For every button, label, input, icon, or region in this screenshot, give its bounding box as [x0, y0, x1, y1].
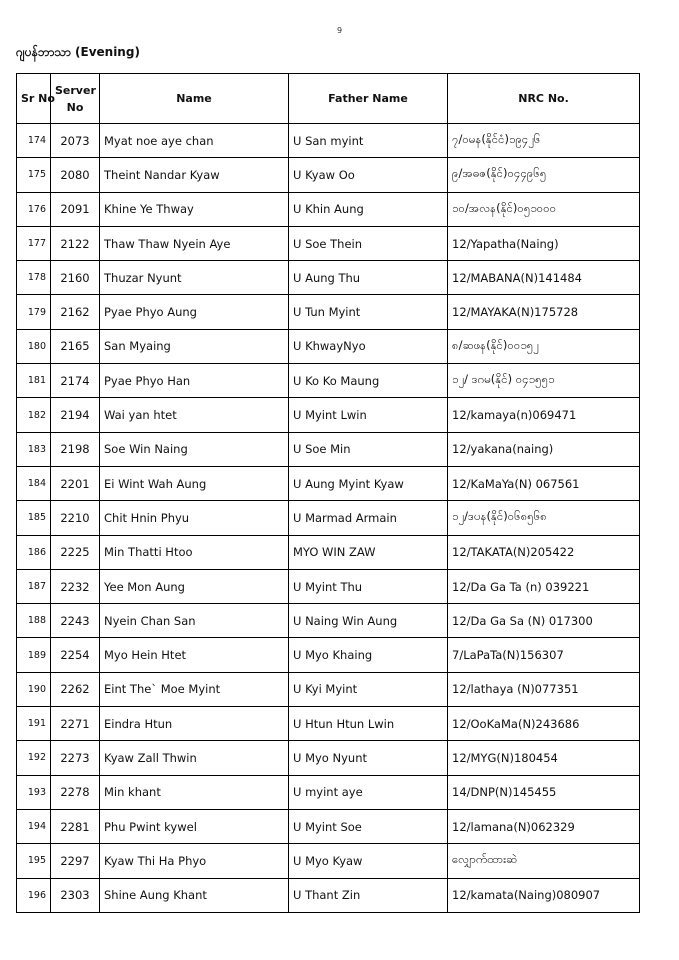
sr-no-cell: 189: [17, 638, 51, 672]
server-no-cell: 2273: [51, 741, 100, 775]
father-name-cell: U Kyi Myint: [289, 672, 448, 706]
sr-no-cell: 191: [17, 707, 51, 741]
nrc-cell: 12/lathaya (N)077351: [448, 672, 640, 706]
sr-no-cell: 196: [17, 878, 51, 912]
sr-no-cell: 176: [17, 192, 51, 226]
sr-no-cell: 181: [17, 364, 51, 398]
sr-no-cell: 187: [17, 569, 51, 603]
nrc-cell: 12/MAYAKA(N)175728: [448, 295, 640, 329]
name-cell: Pyae Phyo Aung: [100, 295, 289, 329]
nrc-cell: 12/Da Ga Sa (N) 017300: [448, 604, 640, 638]
sr-no-cell: 174: [17, 124, 51, 158]
table-row: [17, 878, 640, 912]
server-no-cell: 2281: [51, 809, 100, 843]
table-row: [17, 741, 640, 775]
table-row: [17, 192, 640, 226]
header-name: Name: [100, 74, 289, 124]
name-cell: Theint Nandar Kyaw: [100, 158, 289, 192]
father-name-cell: MYO WIN ZAW: [289, 535, 448, 569]
sr-no-cell: 177: [17, 226, 51, 260]
table-row: [17, 535, 640, 569]
nrc-cell: 14/DNP(N)145455: [448, 775, 640, 809]
table-row: [17, 569, 640, 603]
table-row: [17, 672, 640, 706]
father-name-cell: U San myint: [289, 124, 448, 158]
nrc-cell: 12/TAKATA(N)205422: [448, 535, 640, 569]
nrc-cell: 12/kamata(Naing)080907: [448, 878, 640, 912]
table-row: [17, 466, 640, 500]
father-name-cell: U Tun Myint: [289, 295, 448, 329]
sr-no-cell: 180: [17, 329, 51, 363]
nrc-cell: ၈/ဆဖန(နိုင်)၀၀၁၅၂: [448, 329, 640, 363]
header-sr-no: Sr No: [17, 74, 51, 124]
name-cell: Min khant: [100, 775, 289, 809]
sr-no-cell: 192: [17, 741, 51, 775]
father-name-cell: U myint aye: [289, 775, 448, 809]
father-name-cell: U Khin Aung: [289, 192, 448, 226]
server-no-cell: 2194: [51, 398, 100, 432]
server-no-cell: 2122: [51, 226, 100, 260]
father-name-cell: U Ko Ko Maung: [289, 364, 448, 398]
father-name-cell: U Myint Lwin: [289, 398, 448, 432]
sr-no-cell: 186: [17, 535, 51, 569]
server-no-cell: 2225: [51, 535, 100, 569]
server-no-cell: 2080: [51, 158, 100, 192]
table-row: [17, 398, 640, 432]
name-cell: Pyae Phyo Han: [100, 364, 289, 398]
table-row: [17, 364, 640, 398]
name-cell: Phu Pwint kywel: [100, 809, 289, 843]
name-cell: San Myaing: [100, 329, 289, 363]
father-name-cell: U Kyaw Oo: [289, 158, 448, 192]
nrc-cell: 12/lamana(N)062329: [448, 809, 640, 843]
sr-no-cell: 175: [17, 158, 51, 192]
server-no-cell: 2271: [51, 707, 100, 741]
table-row: [17, 432, 640, 466]
server-no-cell: 2201: [51, 466, 100, 500]
father-name-cell: U Soe Min: [289, 432, 448, 466]
server-no-cell: 2254: [51, 638, 100, 672]
name-cell: Yee Mon Aung: [100, 569, 289, 603]
name-cell: Min Thatti Htoo: [100, 535, 289, 569]
nrc-cell: 12/KaMaYa(N) 067561: [448, 466, 640, 500]
name-cell: Nyein Chan San: [100, 604, 289, 638]
name-cell: Chit Hnin Phyu: [100, 501, 289, 535]
header-father-name: Father Name: [289, 74, 448, 124]
sr-no-cell: 193: [17, 775, 51, 809]
server-no-cell: 2210: [51, 501, 100, 535]
server-no-cell: 2091: [51, 192, 100, 226]
father-name-cell: U Aung Thu: [289, 261, 448, 295]
father-name-cell: U Aung Myint Kyaw: [289, 466, 448, 500]
table-row: [17, 329, 640, 363]
nrc-cell: 12/OoKaMa(N)243686: [448, 707, 640, 741]
table-row: [17, 261, 640, 295]
server-no-cell: 2243: [51, 604, 100, 638]
sr-no-cell: 195: [17, 844, 51, 878]
server-no-cell: 2160: [51, 261, 100, 295]
table-row: [17, 124, 640, 158]
name-cell: Eindra Htun: [100, 707, 289, 741]
nrc-cell: 12/yakana(naing): [448, 432, 640, 466]
server-no-cell: 2162: [51, 295, 100, 329]
table-row: [17, 158, 640, 192]
name-cell: Thaw Thaw Nyein Aye: [100, 226, 289, 260]
father-name-cell: U KhwayNyo: [289, 329, 448, 363]
sr-no-cell: 194: [17, 809, 51, 843]
name-cell: Wai yan htet: [100, 398, 289, 432]
father-name-cell: U Marmad Armain: [289, 501, 448, 535]
father-name-cell: U Naing Win Aung: [289, 604, 448, 638]
father-name-cell: U Myo Khaing: [289, 638, 448, 672]
name-cell: Shine Aung Khant: [100, 878, 289, 912]
father-name-cell: U Htun Htun Lwin: [289, 707, 448, 741]
table-row: [17, 638, 640, 672]
nrc-cell: 12/kamaya(n)069471: [448, 398, 640, 432]
sr-no-cell: 184: [17, 466, 51, 500]
table-row: [17, 226, 640, 260]
nrc-cell: 12/MYG(N)180454: [448, 741, 640, 775]
table-row: [17, 809, 640, 843]
sr-no-cell: 179: [17, 295, 51, 329]
father-name-cell: U Thant Zin: [289, 878, 448, 912]
sr-no-cell: 183: [17, 432, 51, 466]
name-cell: Soe Win Naing: [100, 432, 289, 466]
name-cell: Eint The` Moe Myint: [100, 672, 289, 706]
nrc-cell: 12/Da Ga Ta (n) 039221: [448, 569, 640, 603]
father-name-cell: U Myo Kyaw: [289, 844, 448, 878]
name-cell: Kyaw Thi Ha Phyo: [100, 844, 289, 878]
nrc-cell: 12/Yapatha(Naing): [448, 226, 640, 260]
sr-no-cell: 182: [17, 398, 51, 432]
table-row: [17, 775, 640, 809]
table-row: [17, 844, 640, 878]
nrc-cell: ၇/ဝမန(နိုင်ငံ)၁၉၄၂၆: [448, 124, 640, 158]
father-name-cell: U Myint Soe: [289, 809, 448, 843]
name-cell: Myo Hein Htet: [100, 638, 289, 672]
nrc-cell: ၁၂/ ဒဂမ(နိုင်) ၀၄၁၅၅၁: [448, 364, 640, 398]
name-cell: Kyaw Zall Thwin: [100, 741, 289, 775]
server-no-cell: 2198: [51, 432, 100, 466]
father-name-cell: U Soe Thein: [289, 226, 448, 260]
server-no-cell: 2165: [51, 329, 100, 363]
name-cell: Khine Ye Thway: [100, 192, 289, 226]
nrc-cell: 7/LaPaTa(N)156307: [448, 638, 640, 672]
sr-no-cell: 188: [17, 604, 51, 638]
father-name-cell: U Myo Nyunt: [289, 741, 448, 775]
server-no-cell: 2262: [51, 672, 100, 706]
server-no-cell: 2278: [51, 775, 100, 809]
table-header-row: [17, 74, 640, 124]
table-row: [17, 707, 640, 741]
server-no-cell: 2174: [51, 364, 100, 398]
server-no-cell: 2232: [51, 569, 100, 603]
sr-no-cell: 178: [17, 261, 51, 295]
sr-no-cell: 190: [17, 672, 51, 706]
nrc-cell: 12/MABANA(N)141484: [448, 261, 640, 295]
name-cell: Myat noe aye chan: [100, 124, 289, 158]
table-row: [17, 604, 640, 638]
sr-no-cell: 185: [17, 501, 51, 535]
nrc-cell: ၁၂/ဒပန(နိုင်)၀၆၈၅၆၈: [448, 501, 640, 535]
server-no-cell: 2297: [51, 844, 100, 878]
server-no-cell: 2073: [51, 124, 100, 158]
name-cell: Thuzar Nyunt: [100, 261, 289, 295]
nrc-cell: ၉/အဓဇ(နိုင်)၀၄၄၉၆၅: [448, 158, 640, 192]
nrc-cell: လျှောက်ထားဆဲ: [448, 844, 640, 878]
student-table: [16, 73, 640, 913]
page-number: 9: [336, 26, 343, 35]
header-server-no: Server No: [51, 74, 100, 124]
page-heading: ဂျပန်ဘာသာ (Evening): [16, 45, 140, 59]
nrc-cell: ၁၀/အလန(နိုင်)၀၅၁၀၀၀: [448, 192, 640, 226]
name-cell: Ei Wint Wah Aung: [100, 466, 289, 500]
father-name-cell: U Myint Thu: [289, 569, 448, 603]
header-nrc-no: NRC No.: [448, 74, 640, 124]
server-no-cell: 2303: [51, 878, 100, 912]
table-row: [17, 501, 640, 535]
table-row: [17, 295, 640, 329]
